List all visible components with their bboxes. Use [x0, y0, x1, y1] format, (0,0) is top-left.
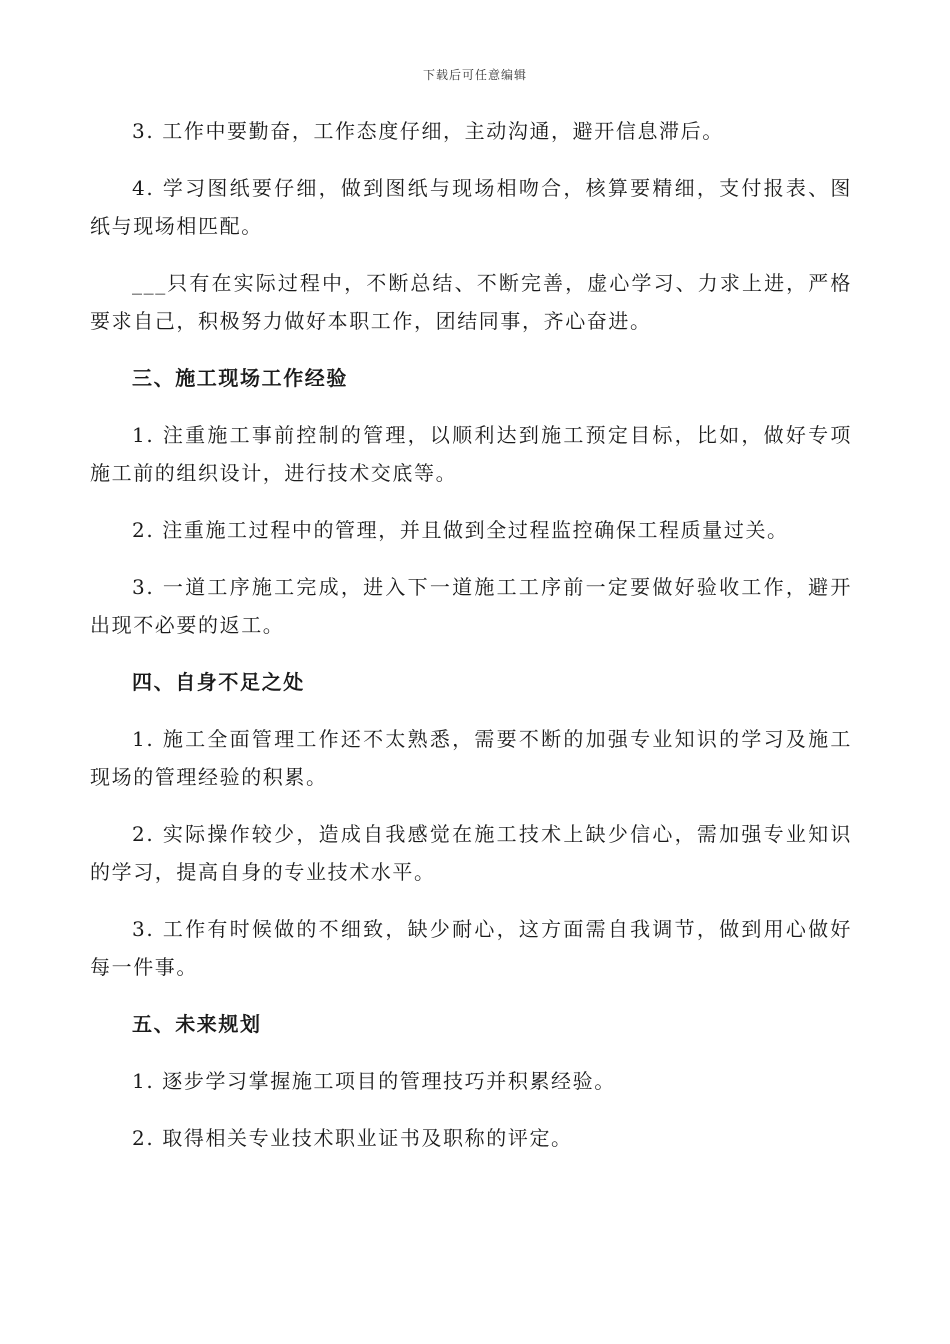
section-heading-future-plan: 五、未来规划 [132, 1012, 262, 1036]
paragraph-work-diligence: 3. 工作中要勤奋，工作态度仔细，主动沟通，避开信息滞后。 [132, 119, 724, 143]
page-header: 下载后可任意编辑 [422, 68, 527, 82]
paragraph-less-practice: 2. 实际操作较少，造成自我感觉在施工技术上缺少信心，需加强专业知识的学习，提高自身的专业技术水平。 [90, 822, 852, 884]
paragraph-patience: 3. 工作有时候做的不细致，缺少耐心，这方面需自我调节，做到用心做好每一件事。 [90, 917, 852, 979]
paragraph-management-unfamiliar: 1. 施工全面管理工作还不太熟悉，需要不断的加强专业知识的学习及施工现场的管理经验的积累。 [90, 727, 852, 789]
paragraph-acceptance: 3. 一道工序施工完成，进入下一道施工工序前一定要做好验收工作，避开出现不必要的返工。 [90, 575, 852, 637]
paragraph-certificates: 2. 取得相关专业技术职业证书及职称的评定。 [132, 1126, 573, 1150]
paragraph-study-drawings: 4. 学习图纸要仔细，做到图纸与现场相吻合，核算要精细，支付报表、图纸与现场相匹配。 [90, 176, 852, 238]
paragraph-pre-control: 1. 注重施工事前控制的管理，以顺利达到施工预定目标，比如，做好专项施工前的组织设计，进行技术交底等。 [90, 423, 852, 485]
paragraph-summary: ___只有在实际过程中，不断总结、不断完善，虚心学习、力求上进，严格要求自己，积极努力做好本职工作，团结同事，齐心奋进。 [90, 271, 852, 333]
document-body [90, 112, 852, 1176]
paragraph-learn-management: 1. 逐步学习掌握施工项目的管理技巧并积累经验。 [132, 1069, 616, 1093]
section-heading-shortcomings: 四、自身不足之处 [132, 670, 305, 694]
paragraph-process-control: 2. 注重施工过程中的管理，并且做到全过程监控确保工程质量过关。 [132, 518, 789, 542]
section-heading-site-experience: 三、施工现场工作经验 [132, 366, 348, 390]
